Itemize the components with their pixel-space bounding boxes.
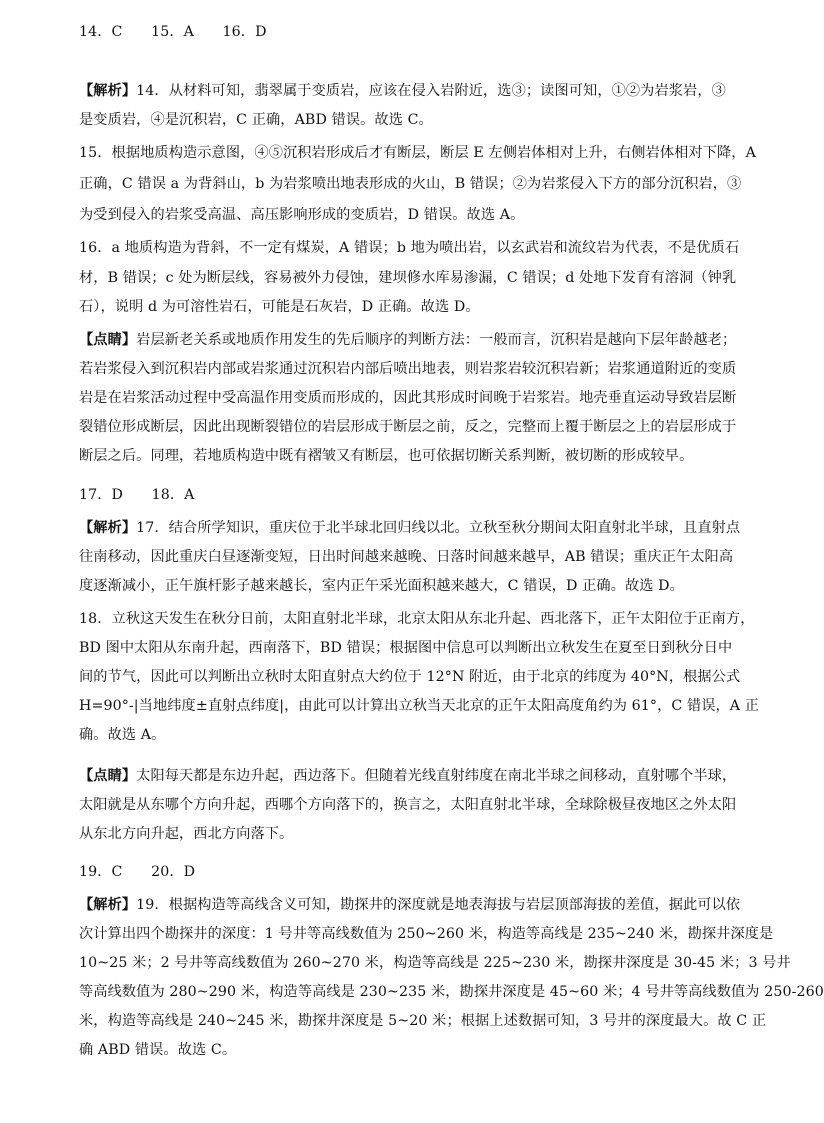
line-text: 19．根据构造等高线含义可知，勘探井的深度就是地表海拔与岩层顶部海拔的差值，据此可以依 (136, 897, 741, 913)
text-line (79, 266, 737, 290)
line-text: 若岩浆侵入到沉积岩内部或岩浆通过沉积岩内部后喷出地表，则岩浆岩较沉积岩新；岩浆通道附近的变质 (79, 361, 737, 377)
text-line (79, 723, 721, 747)
text-line (79, 980, 824, 1004)
line-text: 15．根据地质构造示意图，④⑤沉积岩形成后才有断层，断层 E 左侧岩体相对上升，右侧岩体相对下降，A (79, 145, 756, 161)
line-text: 等高线数值为 280~290 米，构造等高线是 230~235 米，勘探井深度是 45~60 米；4 号井等高线数值为 250-260 (79, 984, 824, 1000)
line-text: 14．C 15．A 16．D (79, 24, 267, 40)
line-text: 16．a 地质构造为背斜，不一定有煤炭，A 错误；b 地为喷出岩，以玄武岩和流纹岩为代表，不是优质石 (79, 240, 740, 256)
text-line (79, 516, 741, 540)
text-line (79, 172, 742, 196)
text-line (79, 415, 737, 439)
text-line (79, 1038, 721, 1062)
line-text: 18．立秋这天发生在秋分日前，太阳直射北半球，北京太阳从东北升起、西北落下，正午太阳位于正南方， (79, 611, 755, 627)
line-text: 正确，C 错误 a 为背斜山，b 为岩浆喷出地表形成的火山，B 错误；②为岩浆侵入下方的部分沉积岩，③ (79, 176, 742, 192)
line-text: 往南移动，因此重庆白昼逐渐变短，日出时间越来越晚、日落时间越来越早，AB 错误；重庆正午太阳高 (79, 549, 734, 565)
line-text: 材，B 错误；c 处为断层线，容易被外力侵蚀，建坝修水库易渗漏，C 错误；d 处地下发育有溶洞（钟乳 (79, 270, 737, 286)
line-text: 从东北方向升起，西北方向落下。 (79, 826, 294, 842)
text-line (79, 793, 737, 817)
text-line (79, 607, 755, 631)
text-line (79, 860, 721, 884)
text-line (79, 444, 721, 468)
text-line (79, 574, 721, 598)
text-line (79, 636, 733, 660)
line-text: 为受到侵入的岩浆受高温、高压影响形成的变质岩，D 错误。故选 A。 (79, 207, 525, 223)
section-tag: 【点睛】 (79, 332, 137, 348)
line-text: 19．C 20．D (79, 864, 196, 880)
text-line (79, 236, 740, 260)
line-text: 确。故选 A。 (79, 727, 166, 743)
line-text: 岩是在岩浆活动过程中受高温作用变质而形成的，因此其形成时间晚于岩浆岩。地壳垂直运动导致岩层断 (79, 390, 737, 406)
text-line (79, 108, 721, 132)
line-text: H=90°-|当地纬度±直射点纬度|，由此可以计算出立秋当天北京的正午太阳高度角约为 61°，C 错误，A 正 (79, 698, 760, 714)
line-text: BD 图中太阳从东南升起，西南落下，BD 错误；根据图中信息可以判断出立秋发生在夏至日到秋分日中 (79, 640, 733, 656)
text-line (79, 764, 737, 788)
text-line (79, 1009, 767, 1033)
text-line (79, 203, 721, 227)
section-tag: 【解析】 (79, 83, 137, 99)
line-text: 是变质岩，④是沉积岩，C 正确，ABD 错误。故选 C。 (79, 112, 433, 128)
text-line (79, 545, 734, 569)
text-line (79, 822, 721, 846)
text-line (79, 665, 741, 689)
text-line (79, 141, 756, 165)
line-text: 太阳每天都是东边升起，西边落下。但随着光线直射纬度在南北半球之间移动，直射哪个半球， (136, 768, 737, 784)
text-line (79, 483, 721, 507)
line-text: 间的节气，因此可以判断出立秋时太阳直射点大约位于 12°N 附近，由于北京的纬度为 40°N，根据公式 (79, 669, 741, 685)
line-text: 次计算出四个勘探井的深度：1 号井等高线数值为 250~260 米，构造等高线是 235~240 米，勘探井深度是 (79, 926, 774, 942)
text-line (79, 20, 721, 44)
text-line (79, 357, 737, 381)
line-text: 确 ABD 错误。故选 C。 (79, 1042, 237, 1058)
section-tag: 【点睛】 (79, 768, 137, 784)
text-line (79, 922, 774, 946)
line-text: 岩层新老关系或地质作用发生的先后顺序的判断方法：一般而言，沉积岩是越向下层年龄越老； (136, 332, 737, 348)
line-text: 14．从材料可知，翡翠属于变质岩，应该在侵入岩附近，选③；读图可知，①②为岩浆岩，③ (136, 83, 726, 99)
line-text: 米，构造等高线是 240~245 米，勘探井深度是 5~20 米；根据上述数据可知，3 号井的深度最大。故 C 正 (79, 1013, 767, 1029)
section-tag: 【解析】 (79, 520, 137, 536)
text-line (79, 295, 721, 319)
line-text: 10~25 米；2 号井等高线数值为 260~270 米，构造等高线是 225~230 米，勘探井深度是 30-45 米；3 号井 (79, 955, 791, 971)
section-tag: 【解析】 (79, 897, 137, 913)
line-text: 太阳就是从东哪个方向升起，西哪个方向落下的，换言之，太阳直射北半球，全球除极昼夜地区之外太阳 (79, 797, 737, 813)
line-text: 裂错位形成断层，因此出现断裂错位的岩层形成于断层之前，反之，完整而上覆于断层之上的岩层形成于 (79, 419, 737, 435)
text-line (79, 694, 760, 718)
line-text: 17．结合所学知识，重庆位于北半球北回归线以北。立秋至秋分期间太阳直射北半球，且直射点 (136, 520, 741, 536)
line-text: 断层之后。同理，若地质构造中既有褶皱又有断层，也可依据切断关系判断，被切断的形成较早。 (79, 448, 694, 464)
text-line (79, 79, 726, 103)
line-text: 17．D 18．A (79, 487, 195, 503)
text-line (79, 386, 737, 410)
line-text: 石），说明 d 为可溶性岩石，可能是石灰岩，D 正确。故选 D。 (79, 299, 480, 315)
text-line (79, 893, 741, 917)
line-text: 度逐渐减小，正午旗杆影子越来越长，室内正午采光面积越来越大，C 错误，D 正确。故选 D。 (79, 578, 684, 594)
text-line (79, 951, 791, 975)
text-line (79, 328, 737, 352)
